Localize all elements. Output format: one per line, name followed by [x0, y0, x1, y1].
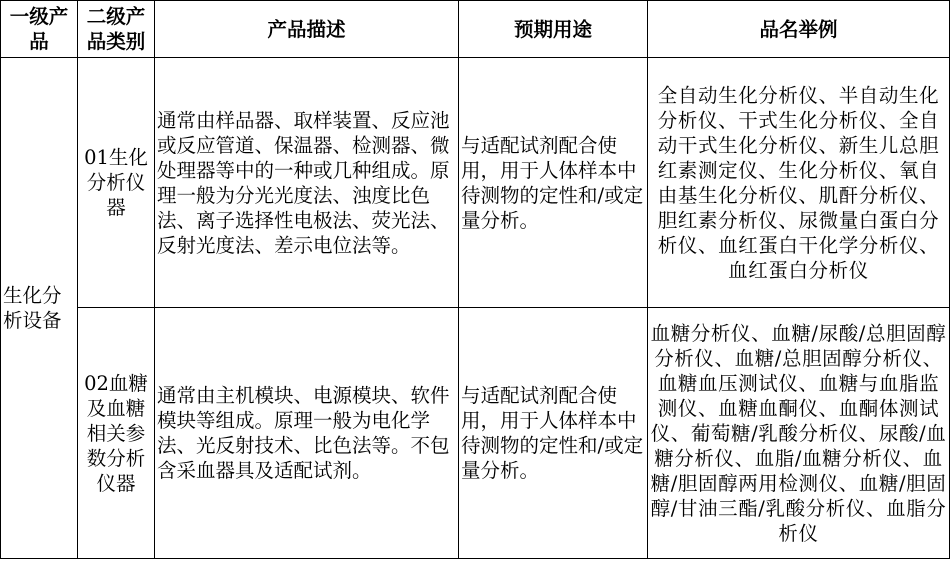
header-level2: 二级产品类别	[78, 1, 155, 58]
table-row	[1, 58, 950, 308]
header-row	[1, 1, 950, 58]
level1-category-cell: 生化分析设备	[1, 58, 78, 559]
intended-use-cell: 与适配试剂配合使用，用于人体样本中待测物的定性和/或定量分析。	[459, 308, 648, 559]
examples-cell: 全自动生化分析仪、半自动生化分析仪、干式生化分析仪、全自动干式生化分析仪、新生儿总胆红素测定仪、生化分析仪、氧自由基生化分析仪、肌酐分析仪、胆红素分析仪、尿微量白蛋白分析仪、血红蛋白干化学分析仪、血红蛋白分析仪	[648, 58, 950, 308]
header-level1: 一级产品	[1, 1, 78, 58]
header-description: 产品描述	[155, 1, 459, 58]
level2-category-cell: 01生化分析仪器	[78, 58, 155, 308]
table-row	[1, 308, 950, 559]
description-cell: 通常由主机模块、电源模块、软件模块等组成。原理一般为电化学法、光反射技术、比色法等。不包含采血器具及适配试剂。	[155, 308, 459, 559]
examples-cell: 血糖分析仪、血糖/尿酸/总胆固醇分析仪、血糖/总胆固醇分析仪、血糖血压测试仪、血糖与血脂监测仪、血糖血酮仪、血酮体测试仪、葡萄糖/乳酸分析仪、尿酸/血糖分析仪、血脂/血糖分析仪、血糖/胆固醇两用检测仪、血糖/胆固醇/甘油三酯/乳酸分析仪、血脂分析仪	[648, 308, 950, 559]
level2-category-cell: 02血糖及血糖相关参数分析仪器	[78, 308, 155, 559]
description-cell: 通常由样品器、取样装置、反应池或反应管道、保温器、检测器、微处理器等中的一种或几种组成。原理一般为分光光度法、浊度比色法、离子选择性电极法、荧光法、反射光度法、差示电位法等。	[155, 58, 459, 308]
intended-use-cell: 与适配试剂配合使用，用于人体样本中待测物的定性和/或定量分析。	[459, 58, 648, 308]
header-intended-use: 预期用途	[459, 1, 648, 58]
header-examples: 品名举例	[648, 1, 950, 58]
